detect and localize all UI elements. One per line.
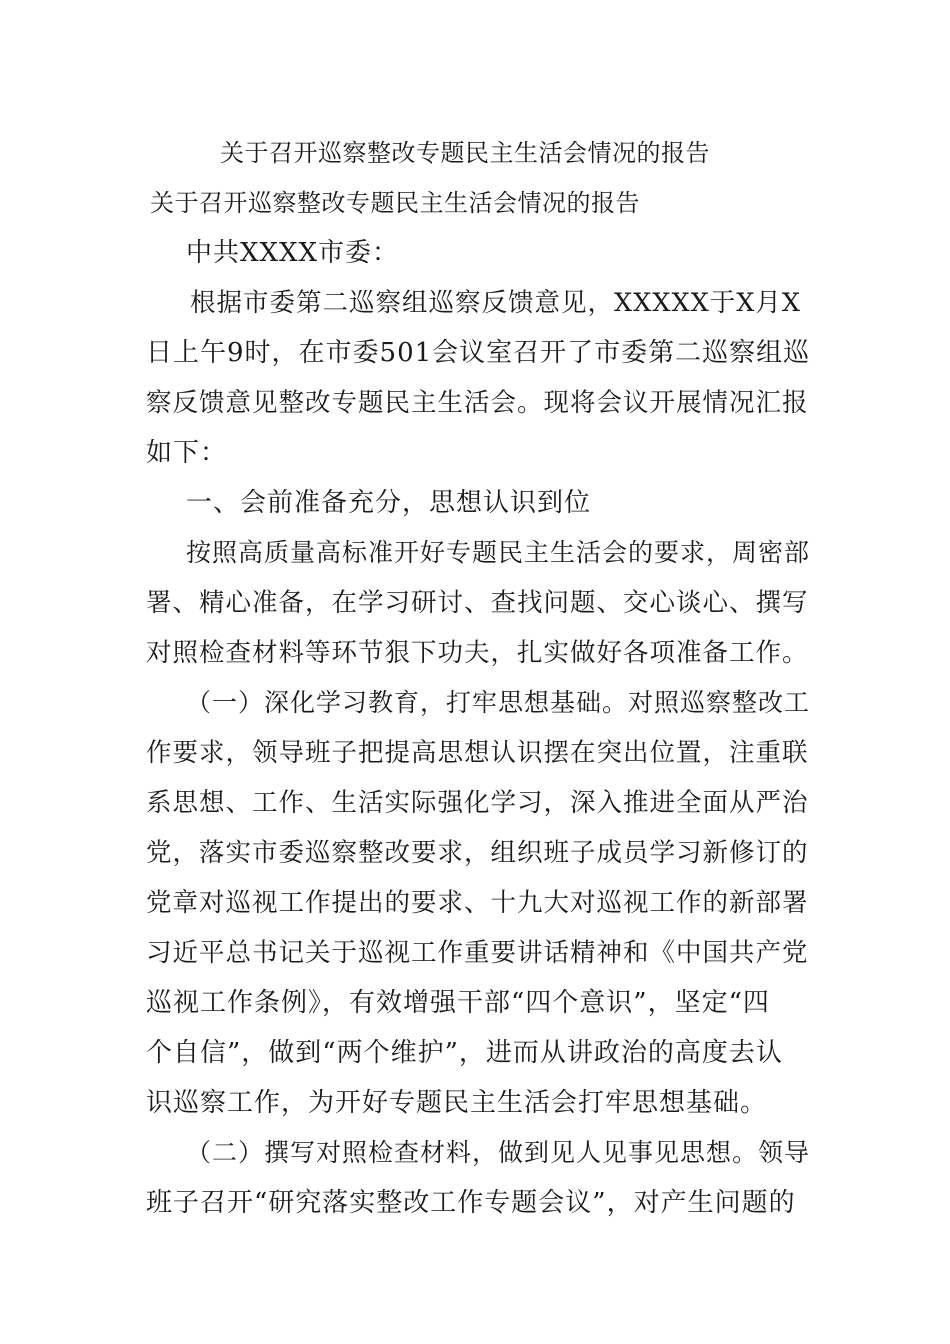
body-line: 署、精心准备，在学习研讨、查找问题、交心谈心、撰写 (146, 588, 809, 618)
document-title-repeat: 关于召开巡察整改专题民主生活会情况的报告 (150, 189, 640, 217)
body-line: 班子召开“研究落实整改工作专题会议”，对产生问题的 (146, 1188, 796, 1218)
body-line: （一）深化学习教育，打牢思想基础。对照巡察整改工 (186, 688, 811, 717)
body-line: 识巡察工作，为开好专题民主生活会打牢思想基础。 (146, 1088, 768, 1118)
addressee: 中共XXXX市委： (186, 238, 400, 268)
body-line: 根据市委第二巡察组巡察反馈意见，XXXXX于X月X (190, 288, 802, 318)
body-line: 作要求，领导班子把提高思想认识摆在突出位置，注重联 (146, 738, 809, 768)
body-line: 按照高质量高标准开好专题民主生活会的要求，周密部 (186, 538, 811, 567)
body-line: 巡视工作条例》，有效增强干部“四个意识”，坚定“四 (146, 988, 770, 1018)
body-line: 党，落实市委巡察整改要求，组织班子成员学习新修订的 (146, 838, 809, 868)
body-line: 如下： (146, 438, 228, 468)
body-line: 察反馈意见整改专题民主生活会。现将会议开展情况汇报 (146, 388, 809, 418)
body-line: （二）撰写对照检查材料，做到见人见事见思想。领导 (186, 1138, 811, 1167)
body-line: 习近平总书记关于巡视工作重要讲话精神和《中国共产党 (146, 938, 809, 968)
body-line: 对照检查材料等环节狠下功夫，扎实做好各项准备工作。 (146, 638, 809, 668)
body-line: 日上午9时，在市委501会议室召开了市委第二巡察组巡 (146, 338, 811, 368)
body-line: 党章对巡视工作提出的要求、十九大对巡视工作的新部署 (146, 888, 809, 918)
body-line: 系思想、工作、生活实际强化学习，深入推进全面从严治 (146, 788, 809, 818)
section-heading: 一、会前准备充分，思想认识到位 (186, 488, 592, 518)
body-line: 个自信”，做到“两个维护”，进而从讲政治的高度去认 (146, 1038, 783, 1068)
document-title: 关于召开巡察整改专题民主生活会情况的报告 (220, 139, 710, 167)
